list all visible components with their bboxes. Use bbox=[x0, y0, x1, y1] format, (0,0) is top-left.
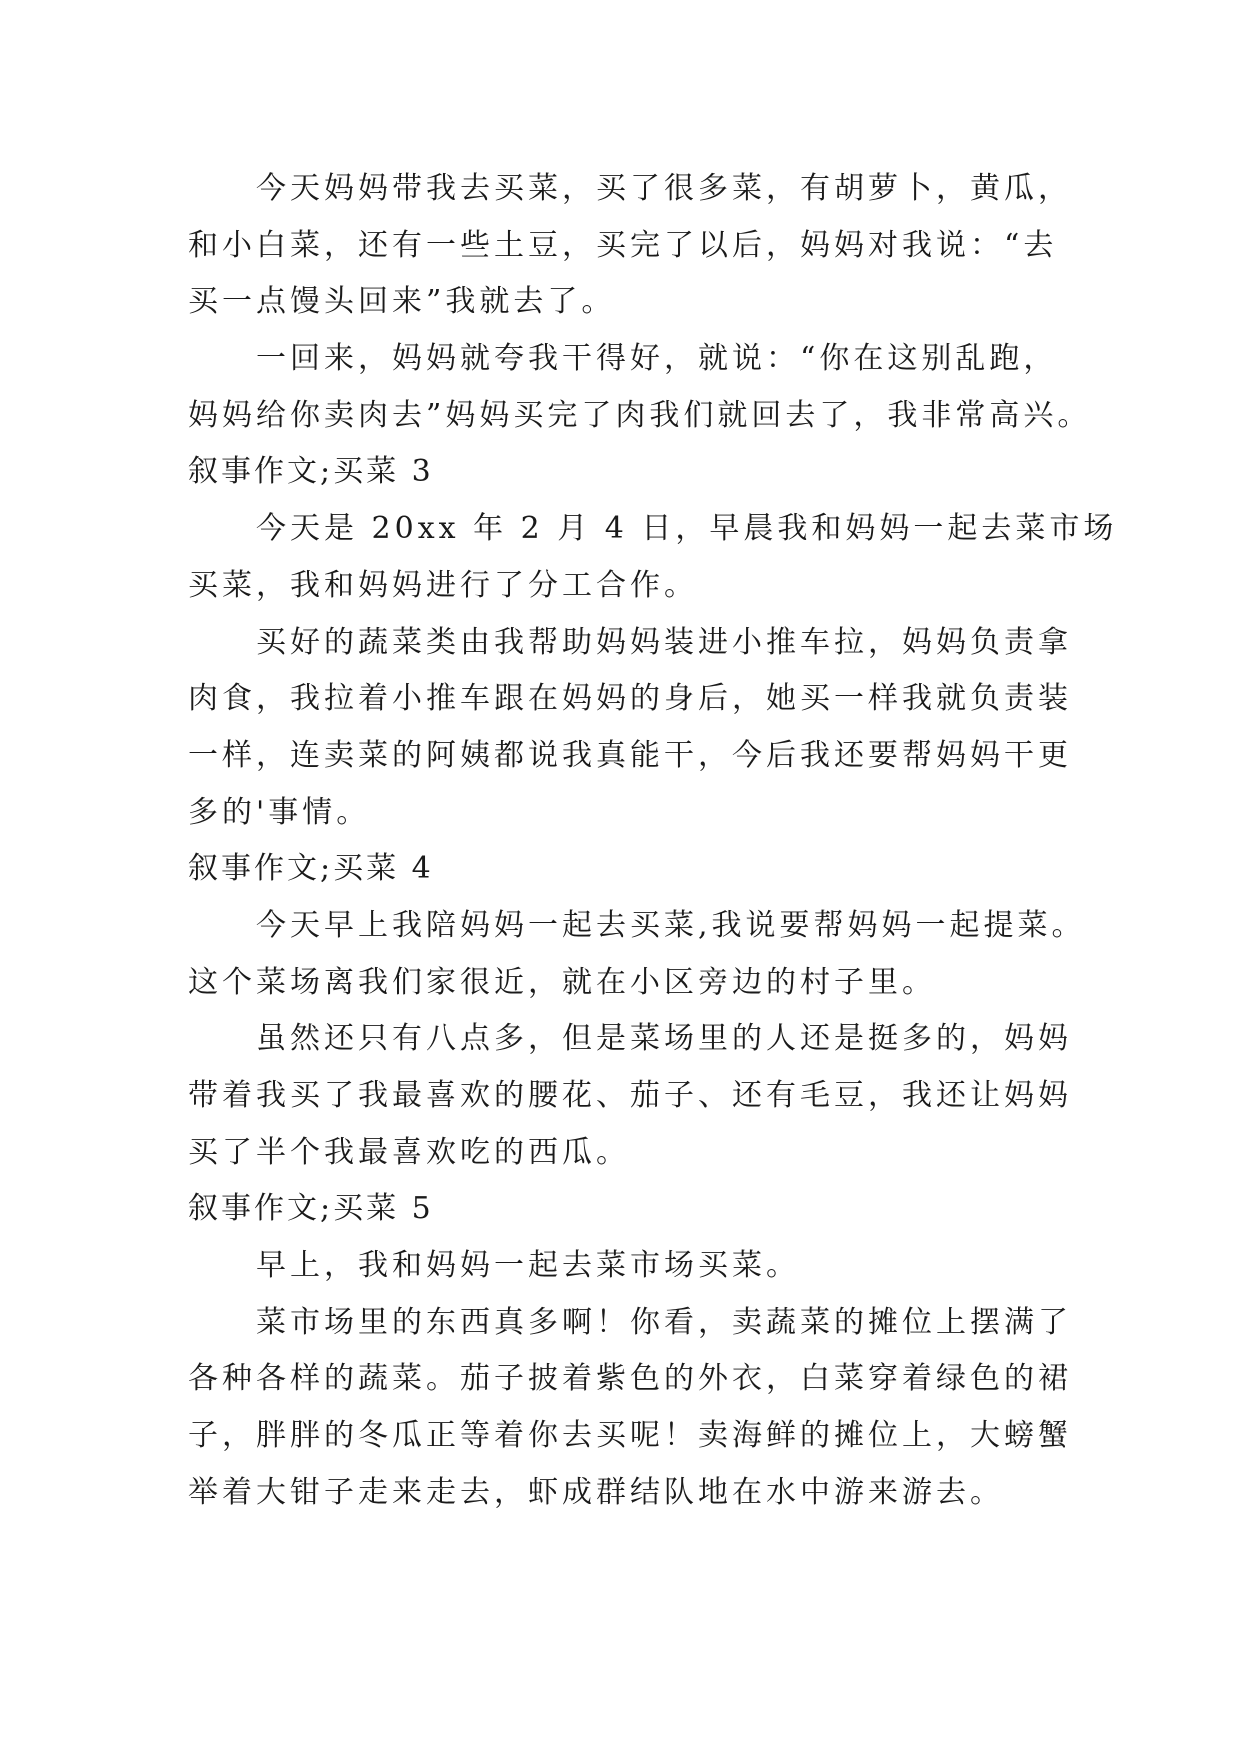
document-page bbox=[188, 161, 1118, 1522]
text-line: 今天是 20xx 年 2 月 4 日，早晨我和妈妈一起去菜市场 bbox=[256, 511, 1118, 547]
text-line: 买菜，我和妈妈进行了分工合作。 bbox=[188, 567, 698, 603]
text-line: 肉食，我拉着小推车跟在妈妈的身后，她买一样我就负责装 bbox=[188, 681, 1072, 717]
text-line: 买好的蔬菜类由我帮助妈妈装进小推车拉，妈妈负责拿 bbox=[256, 624, 1072, 660]
text-line: 多的'事情。 bbox=[188, 794, 371, 830]
text-line: 今天妈妈带我去买菜，买了很多菜，有胡萝卜，黄瓜， bbox=[256, 171, 1072, 206]
text-line: 这个菜场离我们家很近，就在小区旁边的村子里。 bbox=[188, 964, 936, 1000]
text-line: 带着我买了我最喜欢的腰花、茄子、还有毛豆，我还让妈妈 bbox=[188, 1078, 1072, 1113]
section-heading: 叙事作文;买菜 4 bbox=[188, 851, 434, 887]
text-line: 一回来，妈妈就夸我干得好，就说：“你在这别乱跑， bbox=[256, 341, 1058, 377]
text-line: 和小白菜，还有一些土豆，买完了以后，妈妈对我说：“去 bbox=[188, 227, 1058, 263]
text-line: 举着大钳子走来走去，虾成群结队地在水中游来游去。 bbox=[188, 1474, 1004, 1510]
text-line: 虽然还只有八点多，但是菜场里的人还是挺多的，妈妈 bbox=[256, 1021, 1072, 1057]
section-heading: 叙事作文;买菜 3 bbox=[188, 454, 434, 490]
text-line: 早上，我和妈妈一起去菜市场买菜。 bbox=[256, 1248, 800, 1284]
text-line: 各种各样的蔬菜。茄子披着紫色的外衣，白菜穿着绿色的裙 bbox=[188, 1361, 1072, 1397]
text-line: 买一点馒头回来”我就去了。 bbox=[188, 284, 616, 320]
text-line: 今天早上我陪妈妈一起去买菜,我说要帮妈妈一起提菜。 bbox=[256, 907, 1086, 943]
text-line: 菜市场里的东西真多啊！你看，卖蔬菜的摊位上摆满了 bbox=[256, 1304, 1072, 1340]
text-line: 买了半个我最喜欢吃的西瓜。 bbox=[188, 1134, 630, 1170]
text-line: 一样，连卖菜的阿姨都说我真能干，今后我还要帮妈妈干更 bbox=[188, 737, 1072, 773]
text-line: 子，胖胖的冬瓜正等着你去买呢！卖海鲜的摊位上，大螃蟹 bbox=[188, 1418, 1072, 1454]
section-heading: 叙事作文;买菜 5 bbox=[188, 1191, 434, 1227]
text-line: 妈妈给你卖肉去”妈妈买完了肉我们就回去了，我非常高兴。 bbox=[188, 397, 1092, 433]
